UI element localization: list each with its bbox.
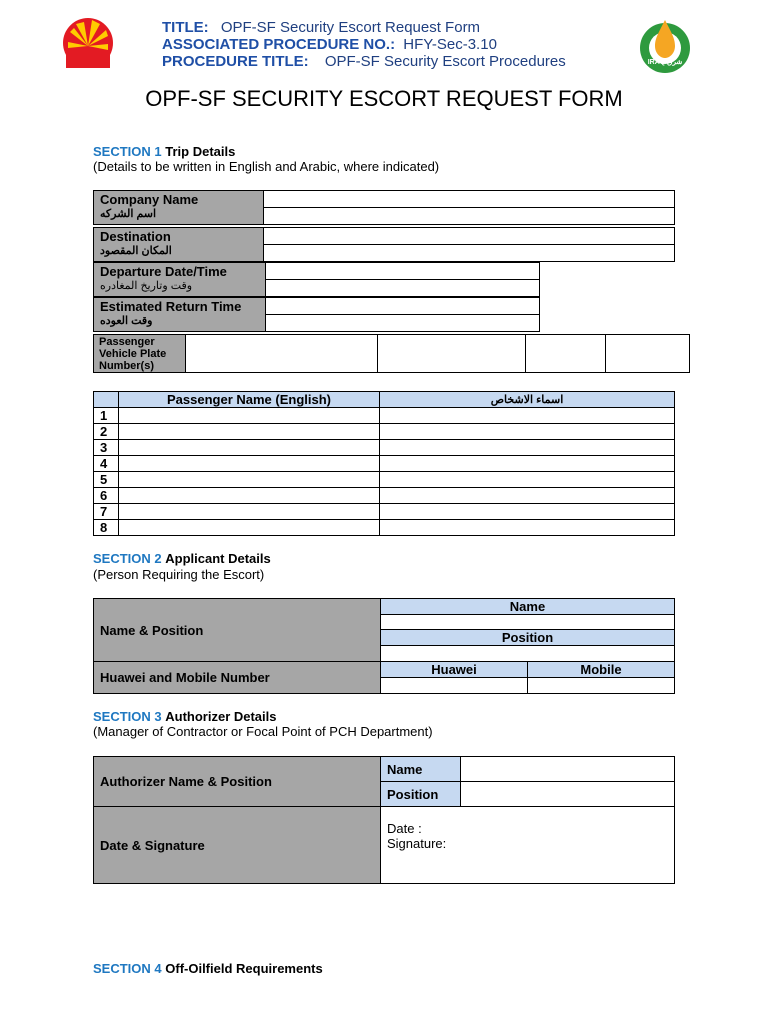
passenger-name-en-input[interactable] [119, 424, 380, 440]
company-name-label-ar: اسم الشركه [100, 208, 157, 220]
passenger-name-en-input[interactable] [119, 488, 380, 504]
procedure-title-key: PROCEDURE TITLE: [162, 53, 309, 70]
company-name-label: Company Name [100, 192, 199, 207]
passenger-header-ar: اسماء الاشخاص [380, 392, 675, 408]
company-name-table [93, 190, 675, 225]
return-time-input[interactable] [266, 298, 540, 315]
passenger-name-en-input[interactable] [119, 520, 380, 536]
return-time-table [93, 297, 540, 332]
form-title: OPF-SF SECURITY ESCORT REQUEST FORM [145, 86, 623, 111]
departure-ar-input[interactable] [266, 280, 540, 297]
applicant-position-header: Position [381, 630, 675, 646]
passenger-name-ar-input[interactable] [380, 456, 675, 472]
passenger-row [94, 520, 675, 536]
passenger-row-number: 5 [94, 472, 119, 488]
passenger-row-number: 2 [94, 424, 119, 440]
right-logo-text: IRAQ شرق [647, 59, 683, 66]
destination-label: Destination [100, 229, 171, 244]
passenger-header-en: Passenger Name (English) [119, 392, 380, 408]
authorizer-name-input[interactable] [461, 757, 675, 782]
departure-label: Departure Date/Time [100, 264, 227, 279]
date-signature-label: Date & Signature [94, 807, 381, 884]
applicant-name-header: Name [381, 599, 675, 615]
mobile-header: Mobile [528, 662, 675, 678]
passenger-name-ar-input[interactable] [380, 472, 675, 488]
applicant-table [93, 598, 675, 694]
mobile-input[interactable] [528, 678, 675, 694]
passenger-name-ar-input[interactable] [380, 504, 675, 520]
section3-number: SECTION 3 [93, 709, 162, 724]
passenger-table [93, 391, 675, 536]
passenger-name-ar-input[interactable] [380, 424, 675, 440]
huawei-header: Huawei [381, 662, 528, 678]
section3-name: Authorizer Details [165, 709, 277, 724]
passenger-name-en-input[interactable] [119, 472, 380, 488]
passenger-row-number: 1 [94, 408, 119, 424]
section1-subtitle: (Details to be written in English and Arabic, where indicated) [93, 159, 440, 174]
name-position-label: Name & Position [94, 599, 381, 662]
passenger-row-number: 4 [94, 456, 119, 472]
plate-numbers-label: Passenger Vehicle Plate Number(s) [99, 335, 167, 372]
authorizer-label: Authorizer Name & Position [94, 757, 381, 807]
plate-input-1[interactable] [186, 335, 378, 373]
passenger-row [94, 488, 675, 504]
destination-input[interactable] [264, 228, 675, 245]
return-time-label: Estimated Return Time [100, 299, 242, 314]
return-time-label-ar: وقت العوده [100, 315, 153, 327]
plate-input-2[interactable] [378, 335, 526, 373]
departure-label-ar: وقت وتاريخ المغادره [100, 280, 193, 292]
date-field-label: Date : [387, 821, 422, 836]
passenger-row [94, 504, 675, 520]
section3-subtitle: (Manager of Contractor or Focal Point of PCH Department) [93, 724, 433, 739]
section1-name: Trip Details [165, 144, 236, 159]
company-logo-left [62, 16, 114, 70]
passenger-row-number: 3 [94, 440, 119, 456]
petrochina-logo-icon [62, 16, 114, 70]
passenger-row-number: 6 [94, 488, 119, 504]
procedure-no-value: HFY-Sec-3.10 [403, 36, 497, 53]
passenger-name-en-input[interactable] [119, 456, 380, 472]
section2-name: Applicant Details [165, 551, 271, 566]
huawei-mobile-label: Huawei and Mobile Number [94, 662, 381, 694]
applicant-name-input[interactable] [381, 615, 675, 630]
company-name-input[interactable] [264, 191, 675, 208]
date-signature-input[interactable] [381, 807, 675, 884]
passenger-row [94, 424, 675, 440]
procedure-title-value: OPF-SF Security Escort Procedures [324, 53, 566, 70]
passenger-row [94, 472, 675, 488]
passenger-name-ar-input[interactable] [380, 440, 675, 456]
plate-numbers-table [93, 334, 690, 373]
huawei-input[interactable] [381, 678, 528, 694]
company-name-ar-input[interactable] [264, 208, 675, 225]
passenger-name-ar-input[interactable] [380, 488, 675, 504]
passenger-name-en-input[interactable] [119, 504, 380, 520]
passenger-name-ar-input[interactable] [380, 408, 675, 424]
passenger-name-en-input[interactable] [119, 408, 380, 424]
section2-number: SECTION 2 [93, 551, 162, 566]
destination-label-ar: المكان المقصود [100, 245, 172, 257]
passenger-row [94, 408, 675, 424]
passenger-name-ar-input[interactable] [380, 520, 675, 536]
passenger-row-number: 8 [94, 520, 119, 536]
destination-ar-input[interactable] [264, 245, 675, 262]
title-key: TITLE: [162, 19, 209, 36]
title-value: OPF-SF Security Escort Request Form [220, 19, 481, 36]
signature-field-label: Signature: [387, 836, 447, 851]
section2-subtitle: (Person Requiring the Escort) [93, 567, 265, 582]
authorizer-position-input[interactable] [461, 782, 675, 807]
destination-table [93, 227, 675, 262]
authorizer-position-label: Position [381, 782, 461, 807]
passenger-row [94, 440, 675, 456]
authorizer-table [93, 756, 675, 884]
plate-input-4[interactable] [606, 335, 690, 373]
plate-input-3[interactable] [526, 335, 606, 373]
applicant-position-input[interactable] [381, 646, 675, 662]
departure-input[interactable] [266, 263, 540, 280]
company-logo-right [637, 14, 693, 74]
section4-number: SECTION 4 [93, 961, 162, 976]
passenger-row [94, 456, 675, 472]
authorizer-name-label: Name [381, 757, 461, 782]
procedure-no-key: ASSOCIATED PROCEDURE NO.: [162, 36, 396, 53]
passenger-name-en-input[interactable] [119, 440, 380, 456]
section1-number: SECTION 1 [93, 144, 162, 159]
return-time-ar-input[interactable] [266, 315, 540, 332]
section4-name: Off-Oilfield Requirements [165, 961, 323, 976]
passenger-row-number: 7 [94, 504, 119, 520]
departure-table [93, 262, 540, 297]
